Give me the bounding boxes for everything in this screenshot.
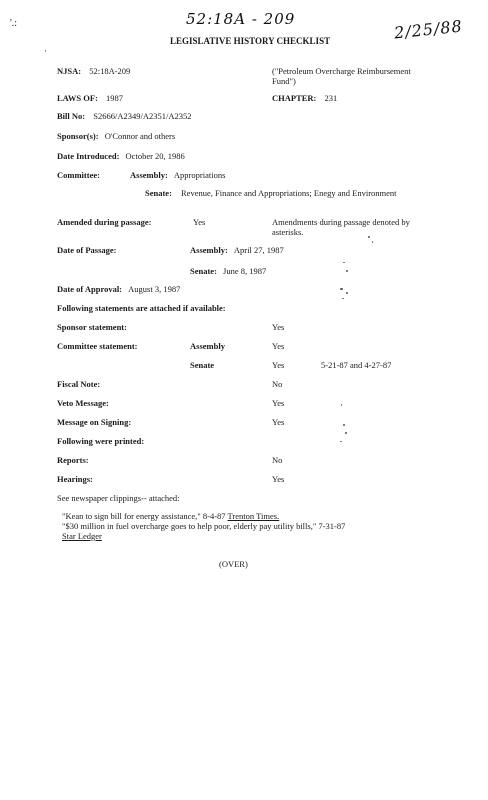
reports-label: Reports: bbox=[57, 455, 89, 465]
committee-assembly-label: Assembly: bbox=[130, 170, 168, 180]
clipping-source: Trenton Times. bbox=[227, 511, 280, 521]
committee-statement-label: Committee statement: bbox=[57, 341, 138, 351]
njsa-value: 52:18A-209 bbox=[89, 66, 131, 76]
veto-message-value: Yes bbox=[272, 398, 285, 408]
laws-of-label: LAWS OF: bbox=[57, 93, 98, 103]
clippings-intro: See newspaper clippings-- attached: bbox=[57, 493, 180, 503]
committee-statement-senate-label: Senate bbox=[190, 360, 215, 370]
handwritten-statute-number: 52:18A - 209 bbox=[186, 10, 296, 28]
date-of-approval-value: August 3, 1987 bbox=[128, 284, 181, 294]
following-attached-heading: Following statements are attached if available: bbox=[57, 303, 226, 313]
clipping-source: Star Ledger bbox=[62, 531, 102, 541]
committee-assembly-row bbox=[130, 170, 225, 180]
njsa-note: ("Petroleum Overcharge Reimbursement Fund") bbox=[272, 66, 411, 86]
sponsors-value: O'Connor and others bbox=[104, 131, 176, 141]
clipping-text: "$30 million in fuel overcharge goes to help poor, elderly pay utility bills," 7-31-87 bbox=[62, 521, 346, 531]
passage-assembly-label: Assembly: bbox=[190, 245, 228, 255]
amended-label: Amended during passage: bbox=[57, 217, 152, 227]
passage-senate-label: Senate: bbox=[190, 266, 217, 276]
committee-statement-senate-value: Yes bbox=[272, 360, 285, 370]
handwritten-date: 2/25/88 bbox=[393, 16, 464, 43]
clipping-item bbox=[62, 511, 279, 521]
corner-mark: '.: bbox=[10, 18, 18, 29]
sponsors-label: Sponsor(s): bbox=[57, 131, 99, 141]
committee-label: Committee: bbox=[57, 170, 100, 180]
committee-statement-assembly-value: Yes bbox=[272, 341, 285, 351]
fiscal-note-label: Fiscal Note: bbox=[57, 379, 101, 389]
clipping-text: "Kean to sign bill for energy assistance," 8-4-87 bbox=[62, 511, 226, 521]
chapter-label: CHAPTER: bbox=[272, 93, 317, 103]
following-printed-heading: Following were printed: bbox=[57, 436, 145, 446]
laws-of-value: 1987 bbox=[105, 93, 123, 103]
passage-senate-row bbox=[190, 266, 266, 276]
sponsors-row bbox=[57, 131, 175, 141]
veto-message-label: Veto Message: bbox=[57, 398, 109, 408]
committee-statement-assembly-label: Assembly bbox=[190, 341, 225, 351]
committee-senate-label: Senate: bbox=[145, 188, 172, 198]
reports-value: No bbox=[272, 455, 283, 465]
passage-senate-value: June 8, 1987 bbox=[223, 266, 267, 276]
passage-assembly-row bbox=[190, 245, 284, 255]
date-of-approval-row bbox=[57, 284, 180, 294]
amended-note: Amendments during passage denoted by asterisks. bbox=[272, 217, 410, 237]
clipping-item bbox=[62, 521, 345, 531]
amended-value: Yes bbox=[193, 217, 206, 227]
hearings-value: Yes bbox=[272, 474, 285, 484]
message-on-signing-label: Message on Signing: bbox=[57, 417, 132, 427]
bill-no-label: Bill No: bbox=[57, 111, 86, 121]
bill-no-value: S2666/A2349/A2351/A2352 bbox=[93, 111, 192, 121]
hearings-label: Hearings: bbox=[57, 474, 93, 484]
committee-assembly-value: Appropriations bbox=[173, 170, 226, 180]
sponsor-statement-label: Sponsor statement: bbox=[57, 322, 127, 332]
over-note: (OVER) bbox=[219, 559, 248, 569]
date-of-approval-label: Date of Approval: bbox=[57, 284, 123, 294]
message-on-signing-value: Yes bbox=[272, 417, 285, 427]
njsa-row bbox=[57, 66, 130, 76]
bill-no-row bbox=[57, 111, 191, 121]
date-of-passage-label: Date of Passage: bbox=[57, 245, 117, 255]
laws-of-row bbox=[57, 93, 123, 103]
committee-senate-value: Revenue, Finance and Appropriations; Enegy and Environment bbox=[181, 188, 397, 198]
chapter-row bbox=[272, 93, 337, 103]
fiscal-note-value: No bbox=[272, 379, 283, 389]
clipping-item bbox=[62, 531, 102, 541]
margin-mark: · bbox=[44, 46, 47, 56]
chapter-value: 231 bbox=[324, 93, 338, 103]
date-introduced-row bbox=[57, 151, 185, 161]
committee-statement-senate-dates: 5-21-87 and 4-27-87 bbox=[321, 360, 392, 370]
passage-assembly-value: April 27, 1987 bbox=[233, 245, 284, 255]
date-introduced-value: October 20, 1986 bbox=[125, 151, 185, 161]
date-introduced-label: Date Introduced: bbox=[57, 151, 120, 161]
sponsor-statement-value: Yes bbox=[272, 322, 285, 332]
njsa-label: NJSA: bbox=[57, 66, 82, 76]
page-title: LEGISLATIVE HISTORY CHECKLIST bbox=[170, 36, 331, 46]
